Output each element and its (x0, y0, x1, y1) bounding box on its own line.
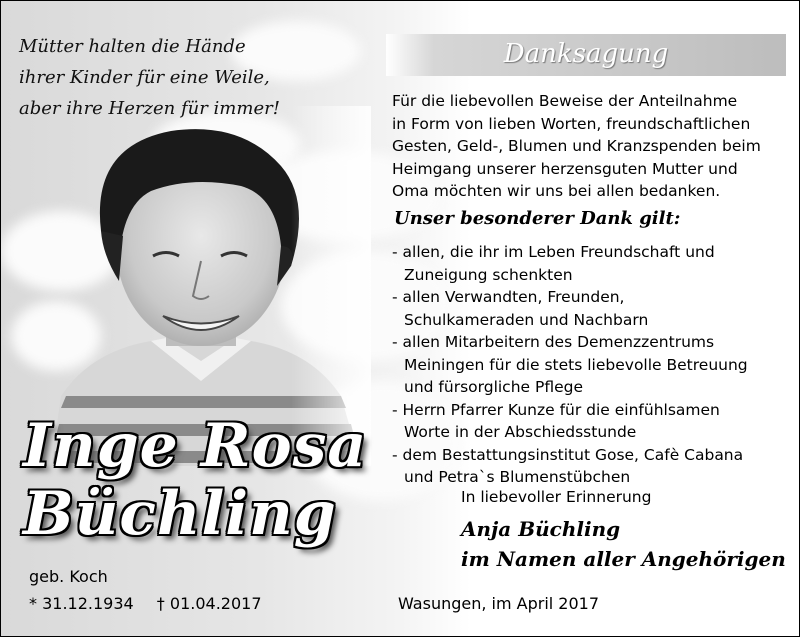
intro-line: Oma möchten wir uns bei allen bedanken. (392, 182, 721, 200)
poem-line: ihrer Kinder für eine Weile, (19, 67, 270, 88)
thanks-item (392, 241, 792, 286)
intro-line: Heimgang unserer herzensguten Mutter und (392, 159, 738, 178)
thanks-item (392, 331, 792, 399)
thanks-line: - allen, die ihr im Leben Freundschaft und (392, 243, 715, 261)
birth-date: * 31.12.1934 (29, 594, 134, 613)
thanks-line: Worte in der Abschiedsstunde (404, 423, 637, 441)
thanks-line: und Petra`s Blumenstübchen (404, 468, 631, 486)
intro-line: Gesten, Geld-, Blumen und Kranzspenden beim (392, 137, 761, 155)
thanks-line: - allen Verwandten, Freunden, (392, 288, 625, 306)
birth-name: geb. Koch (29, 567, 108, 586)
thanks-line: und fürsorgliche Pflege (404, 378, 584, 396)
place-date: Wasungen, im April 2017 (398, 594, 600, 613)
deceased-surname: Büchling (23, 479, 337, 549)
thanks-item (392, 399, 792, 444)
thanks-line: Schulkameraden und Nachbarn (404, 310, 649, 329)
poem-line: Mütter halten die Hände (19, 36, 246, 57)
thanks-item (392, 286, 792, 331)
thanks-line: - dem Bestattungsinstitut Gose, Cafè Cabana (392, 445, 744, 464)
signature-name: Anja Büchling (461, 517, 621, 541)
thanks-line: Meiningen für die stets liebevolle Betreuung (404, 355, 748, 374)
intro-line: in Form von lieben Worten, freundschaftlichen (392, 114, 751, 133)
heading-banner (386, 34, 786, 76)
thanks-line: - Herrn Pfarrer Kunze für die einfühlsamen (392, 400, 720, 419)
thanks-line: - allen Mitarbeitern des Demenzzentrums (392, 333, 715, 351)
thanks-item (392, 444, 792, 489)
signature-family: im Namen aller Angehörigen (461, 547, 786, 571)
thanks-list (392, 241, 792, 489)
heading-title: Danksagung (503, 39, 669, 69)
intro-line: Für die liebevollen Beweise der Anteilnahme (392, 92, 738, 110)
intro-text (392, 90, 787, 203)
poem (19, 31, 279, 124)
deceased-first-names: Inge Rosa (23, 411, 368, 481)
life-dates (29, 594, 280, 613)
thanks-heading: Unser besonderer Dank gilt: (394, 208, 681, 229)
poem-line: aber ihre Herzen für immer! (19, 98, 280, 119)
death-date: † 01.04.2017 (156, 594, 262, 613)
thanks-line: Zuneigung schenkten (404, 265, 573, 284)
closing-line: In liebevoller Erinnerung (461, 488, 652, 506)
